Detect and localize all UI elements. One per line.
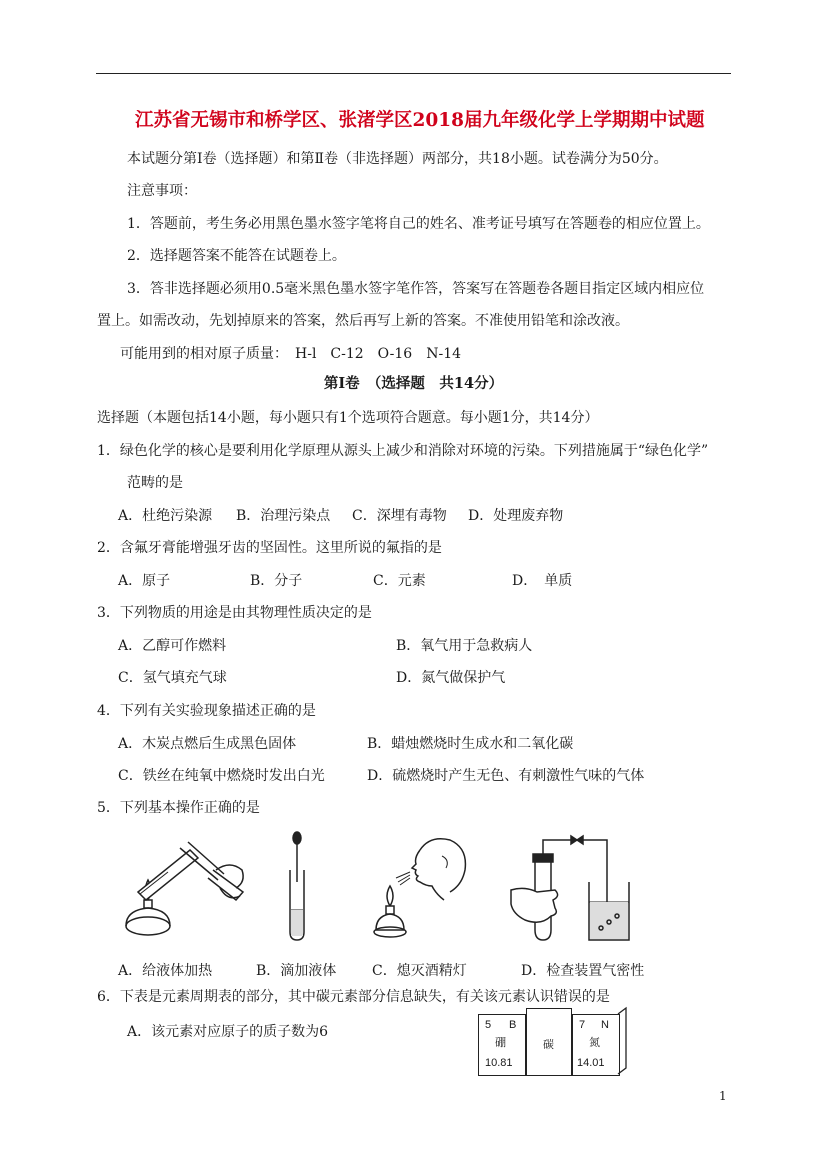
section-instructions: 选择题（本题包括14小题，每小题只有1个选项符合题意。每小题1分，共14分） [97,410,599,426]
question-1-stem-cont: 范畴的是 [127,475,183,491]
question-6-option-a: A．该元素对应原子的质子数为6 [127,1024,329,1040]
element-number: 5 [485,1019,492,1031]
element-mass: 14.01 [577,1057,605,1069]
question-4-option-c: C．铁丝在纯氧中燃烧时发出白光 [118,768,325,784]
element-number: 7 [579,1019,586,1031]
question-3-option-b: B．氧气用于急救病人 [396,638,533,654]
element-name: 氮 [589,1037,600,1049]
notice-item: 置上。如需改动，先划掉原来的答案，然后再写上新的答案。不准使用铅笔和涂改液。 [97,313,629,329]
question-2-option-c: C．元素 [373,573,426,589]
element-cell-carbon [526,1008,572,1076]
question-4-option-d: D．硫燃烧时产生无色、有刺激性气味的气体 [367,768,645,784]
element-symbol: N [601,1019,609,1031]
question-1-option-b: B．治理污染点 [236,508,331,524]
cell-depth-edge [616,1006,630,1078]
question-4-stem: 4．下列有关实验现象描述正确的是 [97,703,316,719]
question-5-option-d: D．检查装置气密性 [521,963,645,979]
question-3-stem: 3．下列物质的用途是由其物理性质决定的是 [97,605,372,621]
notice-heading: 注意事项： [127,183,197,199]
question-4-option-a: A．木炭点燃后生成黑色固体 [118,736,297,752]
question-5-option-a: A．给液体加热 [118,963,213,979]
question-5-option-c: C．熄灭酒精灯 [372,963,467,979]
exam-title: 江苏省无锡市和桥学区、张渚学区2018届九年级化学上学期期中试题 [135,110,705,131]
section-title: 第Ⅰ卷 （选择题 共14分） [323,375,504,392]
question-4-option-b: B．蜡烛燃烧时生成水和二氧化碳 [367,736,574,752]
question-2-option-b: B．分子 [250,573,303,589]
question-1-option-d: D．处理废弃物 [468,508,564,524]
question-2-option-a: A．原子 [118,573,171,589]
heating-liquid-figure [118,830,248,945]
notice-item: 3．答非选择题必须用0.5毫米黑色墨水签字笔作答，答案写在答题卷各题目指定区域内相应位 [127,281,705,297]
element-name: 碳 [543,1039,554,1051]
question-1-stem: 1．绿色化学的核心是要利用化学原理从源头上减少和消除对环境的污染。下列措施属于“绿色化学” [97,443,709,459]
element-name: 硼 [495,1037,506,1049]
header-rule [96,73,731,74]
page-number: 1 [719,1089,727,1103]
question-3-option-c: C．氢气填充气球 [118,670,227,686]
question-3-option-d: D．氮气做保护气 [396,670,506,686]
airtightness-figure [505,830,635,950]
dropper-figure [282,830,312,945]
question-1-option-a: A．杜绝污染源 [118,508,213,524]
notice-item: 1．答题前，考生务必用黑色墨水签字笔将自己的姓名、准考证号填写在答题卷的相应位置上。 [127,216,710,232]
question-2-stem: 2．含氟牙膏能增强牙齿的坚固性。这里所说的氟指的是 [97,540,442,556]
extinguish-lamp-figure [370,830,470,945]
element-cell-boron [478,1014,526,1076]
question-2-option-d: D． 单质 [512,573,573,589]
element-mass: 10.81 [485,1057,513,1069]
question-6-stem: 6．下表是元素周期表的部分，其中碳元素部分信息缺失，有关该元素认识错误的是 [97,989,610,1005]
element-cell-nitrogen [572,1014,620,1076]
intro-text: 本试题分第Ⅰ卷（选择题）和第Ⅱ卷（非选择题）两部分，共18小题。试卷满分为50分。 [127,151,668,167]
atomic-masses: 可能用到的相对原子质量： H-l C-12 O-16 N-14 [120,346,462,362]
notice-item: 2．选择题答案不能答在试题卷上。 [127,248,346,264]
question-3-option-a: A．乙醇可作燃料 [118,638,227,654]
question-5-option-b: B．滴加液体 [256,963,337,979]
element-symbol: B [509,1019,517,1031]
question-1-option-c: C．深埋有毒物 [352,508,447,524]
question-5-stem: 5．下列基本操作正确的是 [97,800,260,816]
